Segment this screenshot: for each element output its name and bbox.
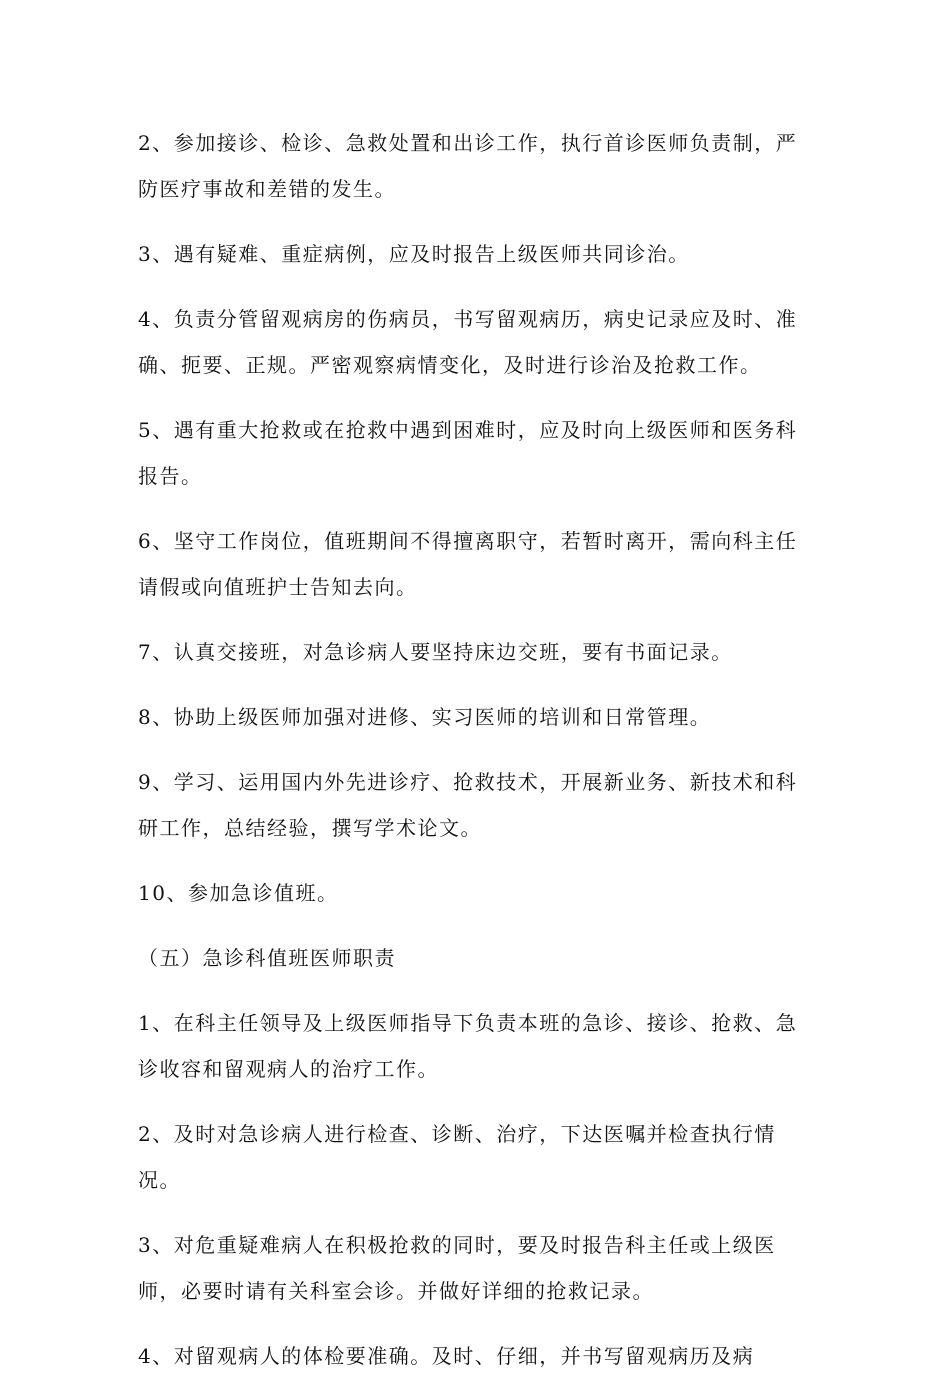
paragraph-duty-3-critical-patients: 3、对危重疑难病人在积极抢救的同时，要及时报告科主任或上级医师，必要时请有关科室会诊。并做好详细的抢救记录。 — [138, 1233, 776, 1303]
paragraph-item-7-handover: 7、认真交接班，对急诊病人要坚持床边交班，要有书面记录。 — [138, 640, 733, 664]
paragraph-duty-2-examination: 2、及时对急诊病人进行检查、诊断、治疗，下达医嘱并检查执行情况。 — [138, 1122, 776, 1192]
paragraph-item-2-participate: 2、参加接诊、检诊、急救处置和出诊工作，执行首诊医师负责制，严防医疗事故和差错的发生。 — [138, 131, 798, 201]
paragraph-duty-1-responsibility: 1、在科主任领导及上级医师指导下负责本班的急诊、接诊、抢救、急诊收容和留观病人的治疗工作。 — [138, 1011, 798, 1081]
document-body — [138, 120, 818, 1398]
paragraph-item-5-major-rescue: 5、遇有重大抢救或在抢救中遇到困难时，应及时向上级医师和医务科报告。 — [138, 418, 798, 488]
paragraph-item-9-research: 9、学习、运用国内外先进诊疗、抢救技术，开展新业务、新技术和科研工作，总结经验，撰写学术论文。 — [138, 770, 798, 840]
section-heading: （五）急诊科值班医师职责 — [138, 946, 396, 970]
paragraph-item-4-observation-ward: 4、负责分管留观病房的伤病员，书写留观病历，病史记录应及时、准确、扼要、正规。严密观察病情变化，及时进行诊治及抢救工作。 — [138, 307, 798, 377]
paragraph-item-8-training: 8、协助上级医师加强对进修、实习医师的培训和日常管理。 — [138, 705, 712, 729]
paragraph-item-3-difficult-cases: 3、遇有疑难、重症病例，应及时报告上级医师共同诊治。 — [138, 242, 690, 266]
paragraph-item-6-stay-on-post: 6、坚守工作岗位，值班期间不得擅离职守，若暂时离开，需向科主任请假或向值班护士告知去向。 — [138, 529, 798, 599]
paragraph-duty-4-physical-exam: 4、对留观病人的体检要准确。及时、仔细，并书写留观病历及病 — [138, 1344, 755, 1368]
paragraph-item-10-duty: 10、参加急诊值班。 — [138, 881, 339, 905]
